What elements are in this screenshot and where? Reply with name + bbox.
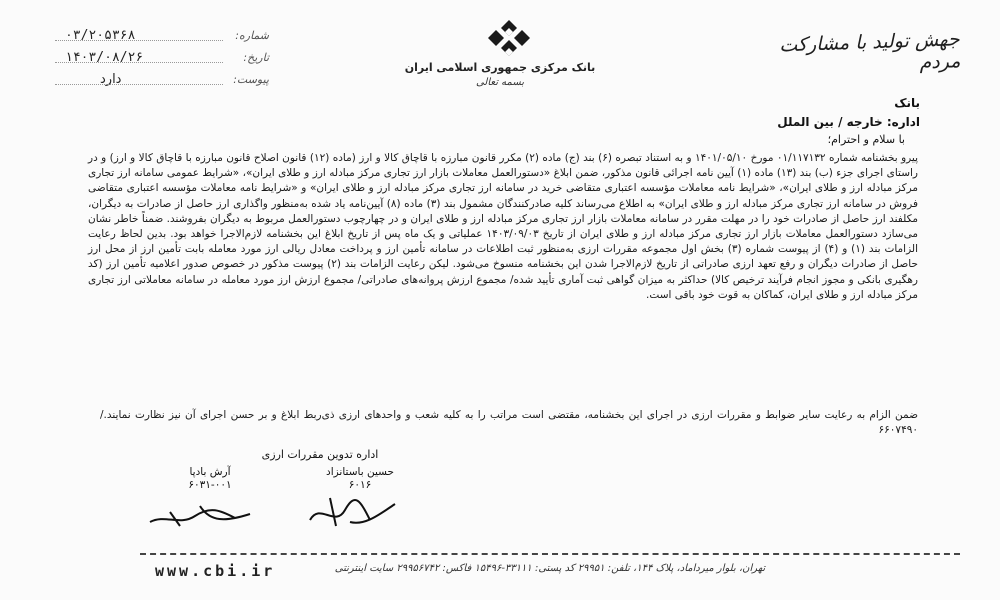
letter-attachment-row	[45, 70, 275, 92]
addressee	[220, 96, 920, 129]
signature-1-icon	[140, 492, 260, 532]
letter-number-label: شماره:	[235, 29, 269, 42]
bank-name: بانک مرکزی جمهوری اسلامی ایران	[404, 61, 596, 74]
signer-1-name: آرش بادپا	[189, 466, 231, 478]
bank-subtitle: بسمه تعالی	[475, 77, 525, 88]
signer-1-code: ۶۰۳۱-۰۰۱	[188, 479, 232, 491]
signer-1	[150, 466, 270, 492]
greeting: با سلام و احترام؛	[827, 133, 905, 146]
signer-2-name: حسین باستانزاد	[326, 466, 394, 478]
letter-date: ۱۴۰۳/۰۸/۲۶	[65, 50, 144, 65]
footer-website: www.cbi.ir	[155, 562, 276, 580]
letter-closing: ضمن الزام به رعایت سایر ضوابط و مقررات ارزی در اجرای این بخشنامه، مقتضی است مراتب را به کلیه شعب و واحدهای ارزی ذی‌ربط ابلاغ و بر حسن اجرای آن نیز نظارت نمایند./ ۶۶۰۷۴۹۰	[100, 409, 918, 437]
letter-meta	[45, 26, 275, 92]
signing-department: اداره تدوین مقررات ارزی	[261, 448, 379, 461]
letter-attachment-label: پیوست:	[233, 73, 269, 86]
letter-number: ۰۳/۲۰۵۳۶۸	[65, 28, 136, 43]
letter-attachment: دارد	[100, 72, 122, 87]
signature-2-icon	[290, 492, 410, 532]
addressee-department: اداره: خارجه / بین الملل	[777, 115, 920, 129]
signer-2	[300, 466, 420, 492]
letter-body: پیرو بخشنامه شماره ۰۱/۱۱۷۱۳۲ مورخ ۱۴۰۱/۰۵/۱۰ و به استناد تبصره (۶) بند (ج) ماده (۲) مکرر قانون مبارزه با قاچاق کالا و ارز (ماده (۱۲) قانون اصلاح قانون مبارزه با قاچاق کالا و ارز) و در راستای اجرای جزء (ب) بند (۱۳) ماده (۱) آیین نامه اجرائی قانون مذکور، ضمن ابلاغ «دستورالعمل معاملات بازار ارز تجاری مرکز مبادله ارز و طلای ایران»، «شرایط عمومی سامانه ارز تجاری مرکز مبادله ارز و طلای ایران»، «شرایط نامه معاملات مؤسسه اعتباری متقاضی خرید در سامانه ارز تجاری مرکز مبادله ارز و طلای ایران» و «شرایط نامه معاملات مؤسسه اعتباری متقاضی فروش در سامانه ارز تجاری مرکز مبادله ارز و طلای ایران» به اطلاع می‌رساند کلیه صادرکنندگان مشمول بند (۳) ماده (۸) آیین‌نامه یاد شده به‌منظور واگذاری ارز حاصل از صادرات به دیگران، مکلفند ارز حاصل از صادرات خود را در مهلت مقرر در سامانه معاملات بازار ارز تجاری مرکز مبادله ارز و طلای ایران و در چهارچوب دستورالعمل مربوط به دیگران بفروشند. ضمناً خاطر نشان می‌سازد دستورالعمل معاملات بازار ارز تجاری مرکز مبادله ارز و طلای ایران از تاریخ ۱۴۰۳/۰۹/۰۳ عملیاتی و یک ماه پس از تاریخ ابلاغ این بخشنامه لازم‌الاجرا خواهد بود. بدین لحاظ رعایت الزامات بند (۱) و (۴) از پیوست شماره (۳) بخش اول مجموعه مقررات ارزی به‌منظور ثبت اطلاعات در سامانه تأمین ارز و پرداخت معادل ریالی ارز مورد معامله بابت تأمین ارز از محل ارز حاصل از صادرات دیگران و رفع تعهد ارزی صادراتی از تاریخ لازم‌الاجرا شدن این بخشنامه منسوخ می‌شود. لیکن رعایت الزامات بند (۲) پیوست مذکور در خصوص صدور اعلامیه تأمین ارز (کد رهگیری بانکی و مجوز انجام فرآیند ترخیص کالا) حداکثر به میزان گواهی ثبت آماری تأیید شده/ مجموع ارزش پروانه‌های صادراتی/ مجموع ارزش ارز مورد معامله در سامانه معاملاتی ارز تجاری مرکز مبادله ارز و طلای ایران، کماکان به قوت خود باقی است.	[88, 152, 919, 301]
bank-logo	[400, 14, 600, 94]
letter-date-label: تاریخ:	[243, 51, 269, 64]
footer-divider	[140, 553, 960, 555]
year-slogan: جهش تولید با مشارکت مردم	[778, 28, 961, 74]
signature-block	[150, 448, 490, 528]
signer-2-code: ۶۰۱۶	[348, 479, 372, 491]
letter-number-row	[45, 26, 275, 48]
footer-address: تهران، بلوار میرداماد، پلاک ۱۴۴، تلفن: ۲۹۹۵۱ کد پستی: ۳۳۱۱۱-۱۵۴۹۶ فاکس: ۲۹۹۵۶۷۴۲ سایت اینترنتی	[334, 563, 766, 574]
letter-date-row	[45, 48, 275, 70]
central-bank-emblem-icon	[482, 18, 536, 64]
addressee-bank: بانک	[894, 96, 920, 110]
